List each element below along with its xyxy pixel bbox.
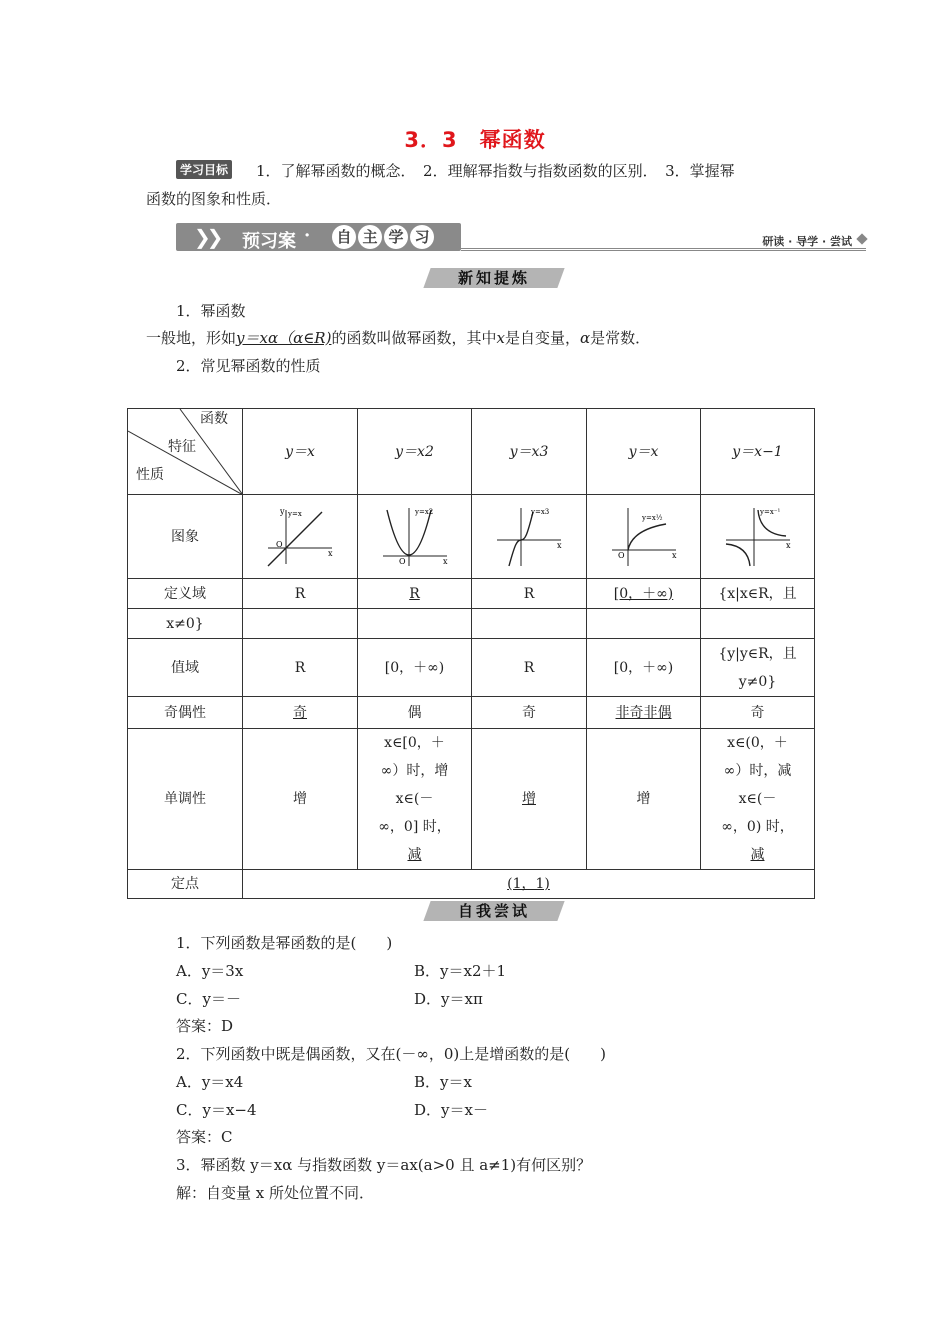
row-label-range: 值域 bbox=[128, 639, 243, 697]
table-corner-cell: 函数 特征 性质 bbox=[128, 409, 243, 495]
parity-cell: 偶 bbox=[358, 697, 472, 729]
parity-cell: 奇 bbox=[701, 697, 815, 729]
banner-char: 学 bbox=[384, 225, 408, 249]
domain-cell: R bbox=[358, 579, 472, 609]
quiz-q3: 3．幂函数 y＝xα 与指数函数 y＝ax(a>0 且 a≠1)有何区别？ bbox=[176, 1156, 592, 1174]
quiz-q1-option-d: D．y＝xπ bbox=[414, 990, 483, 1008]
banner-subtitle: 研读 · 导学 · 尝试 bbox=[762, 235, 852, 248]
graph-linear bbox=[262, 504, 338, 570]
row-label-graph: 图象 bbox=[128, 495, 243, 579]
header-cell: y＝x−1 bbox=[701, 409, 815, 495]
quiz-q2: 2．下列函数中既是偶函数，又在(－∞，0)上是增函数的是( ) bbox=[176, 1045, 606, 1063]
svg-text:O: O bbox=[617, 550, 625, 560]
quiz-q2-option-d: D．y＝x－ bbox=[414, 1101, 488, 1119]
goals-line-1: 1．了解幂函数的概念． 2．理解幂指数与指数函数的区别． 3．掌握幂 bbox=[256, 162, 735, 180]
graph-cell bbox=[701, 495, 815, 579]
range-cell: R bbox=[472, 639, 587, 697]
graph-reciprocal bbox=[720, 504, 796, 570]
quiz-a1: 答案：D bbox=[176, 1017, 234, 1035]
svg-text:y=x⁻¹: y=x⁻¹ bbox=[759, 507, 780, 516]
mono-cell: x∈[0，＋ ∞）时，增 x∈(－ ∞，0] 时， 减 bbox=[358, 729, 472, 870]
svg-text:y: y bbox=[280, 506, 285, 516]
header-cell: y＝x bbox=[587, 409, 701, 495]
graph-cell bbox=[472, 495, 587, 579]
quiz-a3: 解：自变量 x 所处位置不同． bbox=[176, 1184, 374, 1202]
range-cell: [0，＋∞) bbox=[358, 639, 472, 697]
header-cell: y＝x3 bbox=[472, 409, 587, 495]
chevron-right-icon: ❯❯ bbox=[194, 225, 220, 249]
row-label-fixed-point: 定点 bbox=[128, 870, 243, 899]
def-formula: y＝xα（α∈R) bbox=[236, 329, 332, 347]
banner-char: 主 bbox=[358, 225, 382, 249]
domain-cell: R bbox=[243, 579, 358, 609]
quiz-q2-option-b: B．y＝x bbox=[414, 1073, 472, 1091]
def-text: 一般地，形如y＝xα（α∈R)的函数叫做幂函数，其中x是自变量，α是常数． bbox=[146, 329, 651, 347]
range-cell: [0，＋∞) bbox=[587, 639, 701, 697]
graph-square bbox=[377, 504, 453, 570]
svg-text:y=x: y=x bbox=[288, 509, 302, 518]
domain-cell: {x|x∈R，且 bbox=[701, 579, 815, 609]
svg-text:y=x½: y=x½ bbox=[641, 513, 663, 522]
goals-badge: 学习目标 bbox=[176, 160, 232, 179]
domain-cell: [0，＋∞) bbox=[587, 579, 701, 609]
quiz-q1-option-a: A．y＝3x bbox=[176, 962, 244, 980]
parity-cell: 奇 bbox=[472, 697, 587, 729]
page-title: 3．3 幂函数 bbox=[404, 128, 546, 152]
svg-text:x: x bbox=[671, 550, 677, 560]
header-cell: y＝x bbox=[243, 409, 358, 495]
svg-text:y=x3: y=x3 bbox=[531, 507, 550, 516]
domain-continuation: x≠0} bbox=[128, 609, 243, 639]
power-function-table bbox=[127, 408, 815, 899]
svg-text:x: x bbox=[785, 540, 791, 550]
svg-text:x: x bbox=[328, 548, 333, 558]
quiz-q1-option-c: C．y＝－ bbox=[176, 990, 241, 1008]
graph-cell bbox=[358, 495, 472, 579]
quiz-q2-option-a: A．y＝x4 bbox=[176, 1073, 244, 1091]
banner-title: 预习案 bbox=[242, 231, 296, 252]
svg-text:x: x bbox=[557, 540, 562, 550]
diamond-icon bbox=[856, 233, 867, 244]
graph-cell bbox=[243, 495, 358, 579]
mono-cell: x∈(0，＋ ∞）时，减 x∈(－ ∞，0) 时， 减 bbox=[701, 729, 815, 870]
mono-cell: 增 bbox=[472, 729, 587, 870]
row-label-domain: 定义域 bbox=[128, 579, 243, 609]
section-new-knowledge: 新知提炼 bbox=[427, 268, 561, 288]
range-cell: {y|y∈R，且 y≠0} bbox=[701, 639, 815, 697]
def-heading-2: 2．常见幂函数的性质 bbox=[176, 357, 321, 375]
quiz-a2: 答案：C bbox=[176, 1128, 233, 1146]
quiz-q2-option-c: C．y＝x−4 bbox=[176, 1101, 257, 1119]
row-label-parity: 奇偶性 bbox=[128, 697, 243, 729]
graph-cell bbox=[587, 495, 701, 579]
quiz-q1: 1．下列函数是幂函数的是( ) bbox=[176, 934, 393, 952]
graph-cube bbox=[491, 504, 567, 570]
domain-cell: R bbox=[472, 579, 587, 609]
header-cell: y＝x2 bbox=[358, 409, 472, 495]
mono-cell: 增 bbox=[587, 729, 701, 870]
quiz-q1-option-b: B．y＝x2＋1 bbox=[414, 962, 507, 980]
range-cell: R bbox=[243, 639, 358, 697]
svg-text:O: O bbox=[276, 539, 283, 549]
goals-line-2: 函数的图象和性质． bbox=[146, 190, 282, 208]
graph-sqrt bbox=[606, 504, 682, 570]
fixed-point-cell: (1，1) bbox=[243, 870, 815, 899]
svg-text:x: x bbox=[442, 556, 448, 566]
mono-cell: 增 bbox=[243, 729, 358, 870]
def-heading-1: 1．幂函数 bbox=[176, 302, 246, 320]
parity-cell: 非奇非偶 bbox=[587, 697, 701, 729]
section-self-test: 自我尝试 bbox=[427, 901, 561, 921]
parity-cell: 奇 bbox=[243, 697, 358, 729]
preview-banner: ❯❯ 预习案 · 自 主 学 习 研读 · 导学 · 尝试 bbox=[176, 223, 866, 255]
row-label-monotonicity: 单调性 bbox=[128, 729, 243, 870]
svg-text:O: O bbox=[398, 556, 406, 566]
banner-char: 自 bbox=[332, 225, 356, 249]
banner-char: 习 bbox=[410, 225, 434, 249]
svg-text:y=x2: y=x2 bbox=[414, 507, 433, 516]
